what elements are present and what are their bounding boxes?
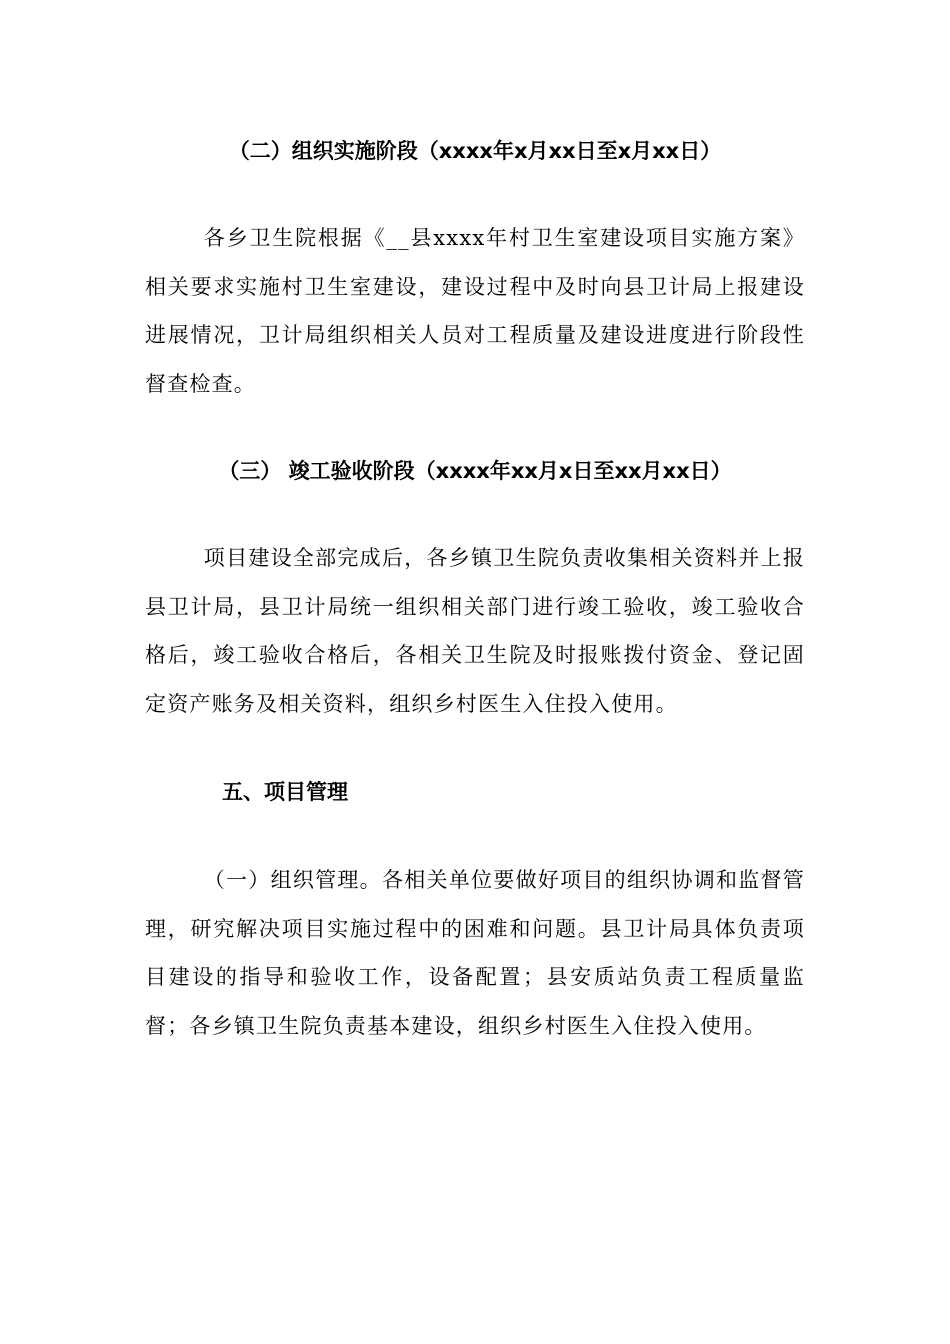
section-heading-implementation: （二）组织实施阶段（xxxx年x月xx日至x月xx日） (228, 139, 722, 163)
section-heading-acceptance: （三） 竣工验收阶段（xxxx年xx月x日至xx月xx日） (218, 459, 732, 483)
paragraph-organization-management: （一）组织管理。各相关单位要做好项目的组织协调和监督管理，研究解决项目实施过程中的困难和问题。县卫计局具体负责项目建设的指导和验收工作，设备配置；县安质站负责工程质量监督；各乡镇卫生院负责基本建设，组织乡村医生入住投入使用。 (145, 868, 805, 1038)
section-heading-project-management: 五、项目管理 (222, 780, 348, 804)
paragraph-implementation: 各乡卫生院根据《__县xxxx年村卫生室建设项目实施方案》相关要求实施村卫生室建设，建设过程中及时向县卫计局上报建设进展情况，卫计局组织相关人员对工程质量及建设进度进行阶段性督查检查。 (145, 226, 805, 396)
paragraph-acceptance: 项目建设全部完成后，各乡镇卫生院负责收集相关资料并上报县卫计局，县卫计局统一组织相关部门进行竣工验收，竣工验收合格后，竣工验收合格后，各相关卫生院及时报账拨付资金、登记固定资产账务及相关资料，组织乡村医生入住投入使用。 (145, 546, 805, 716)
